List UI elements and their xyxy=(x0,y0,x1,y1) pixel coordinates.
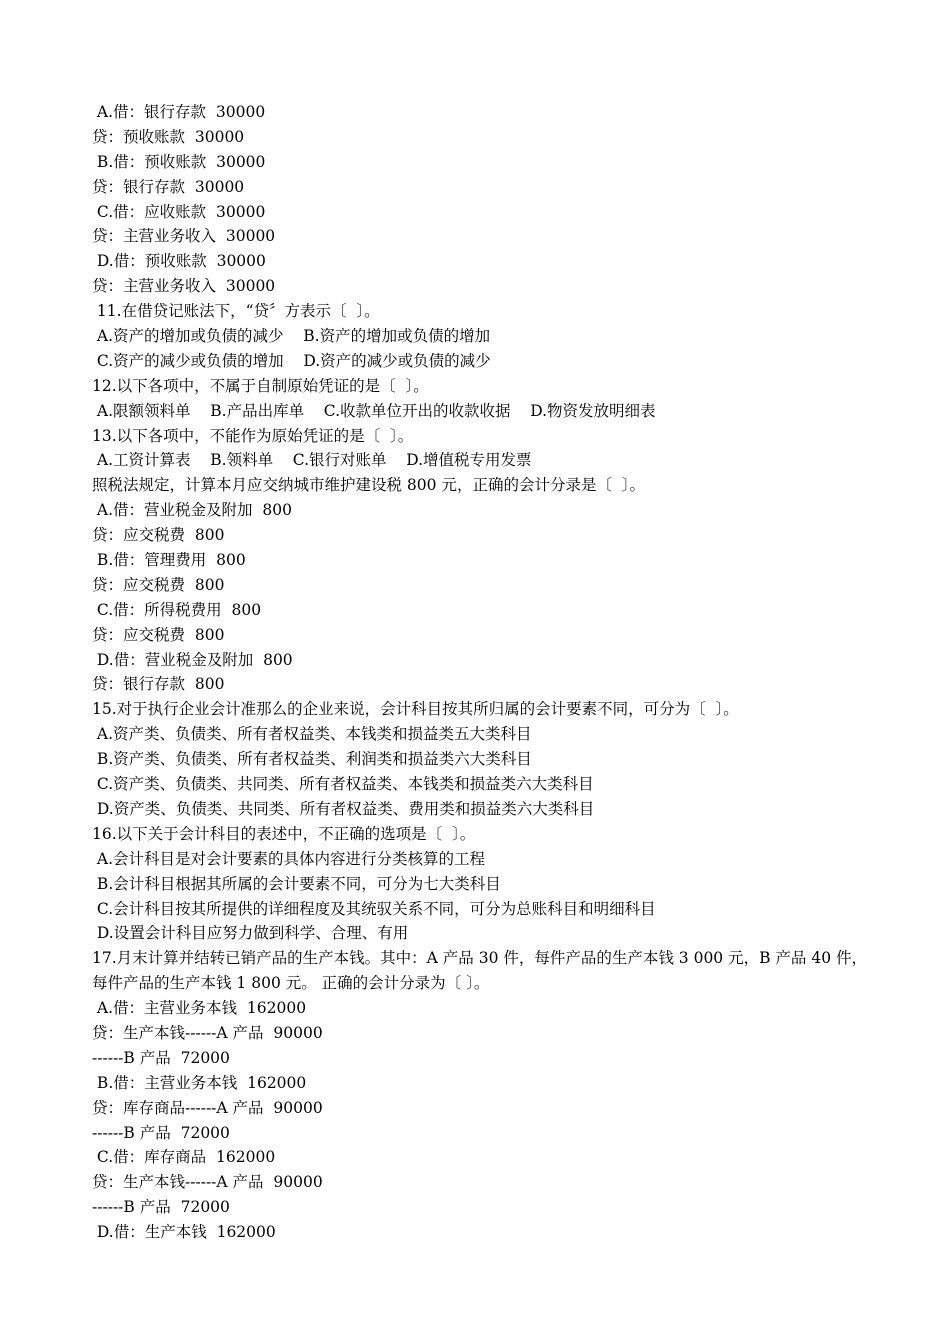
text-line: 贷：应交税费 800 xyxy=(92,526,225,545)
question-13: 13.以下各项中，不能作为原始凭证的是〔 〕。 xyxy=(92,426,414,445)
text-line: D.资产类、负债类、共同类、所有者权益类、费用类和损益类六大类科目 xyxy=(92,799,595,818)
text-line: ------B 产品 72000 xyxy=(92,1123,230,1142)
question-11: 11.在借贷记账法下，“贷〞方表示〔 〕。 xyxy=(92,302,380,321)
text-line: C.借：所得税费用 800 xyxy=(92,600,262,619)
text-line: B.借：管理费用 800 xyxy=(92,551,246,570)
text-line: C.会计科目按其所提供的详细程度及其统驭关系不同，可分为总账科目和明细科目 xyxy=(92,899,656,918)
document-body xyxy=(92,100,867,1245)
text-line: D.借：生产本钱 162000 xyxy=(92,1223,276,1242)
text-line: D.借：预收账款 30000 xyxy=(92,252,266,271)
text-line: A.资产类、负债类、所有者权益类、本钱类和损益类五大类科目 xyxy=(92,725,532,744)
text-line: A.借：营业税金及附加 800 xyxy=(92,501,292,520)
text-line: C.资产类、负债类、共同类、所有者权益类、本钱类和损益类六大类科目 xyxy=(92,775,594,794)
text-line: A.工资计算表 B.领料单 C.银行对账单 D.增值税专用发票 xyxy=(92,451,532,470)
text-line: ------B 产品 72000 xyxy=(92,1048,230,1067)
question-14: 照税法规定，计算本月应交纳城市维护建设税 800 元，正确的会计分录是〔 〕。 xyxy=(92,476,646,495)
question-15: 15.对于执行企业会计准那么的企业来说，会计科目按其所归属的会计要素不同，可分为〔 〕。 xyxy=(92,700,739,719)
text-line: 贷：银行存款 30000 xyxy=(92,177,245,196)
text-line: 贷：生产本钱------A 产品 90000 xyxy=(92,1023,323,1042)
text-line: B.借：预收账款 30000 xyxy=(92,152,266,171)
text-line: B.资产类、负债类、所有者权益类、利润类和损益类六大类科目 xyxy=(92,750,532,769)
text-line: C.资产的减少或负债的增加 D.资产的减少或负债的减少 xyxy=(92,351,491,370)
text-line: 贷：主营业务收入 30000 xyxy=(92,277,276,296)
text-line: A.借：银行存款 30000 xyxy=(92,103,266,121)
text-line: A.资产的增加或负债的减少 B.资产的增加或负债的增加 xyxy=(92,327,491,346)
text-line: 贷：主营业务收入 30000 xyxy=(92,227,276,246)
question-17: 17.月末计算并结转已销产品的生产本钱。其中：A 产品 30 件，每件产品的生产本钱 3 000 元，B 产品 40 件，每件产品的生产本钱 1 800 元。 正确的会计分录为〔 〕。 xyxy=(92,949,867,993)
text-line: 贷：银行存款 800 xyxy=(92,675,225,694)
text-line: B.借：主营业务本钱 162000 xyxy=(92,1073,307,1092)
text-line: A.会计科目是对会计要素的具体内容进行分类核算的工程 xyxy=(92,849,486,868)
text-line: C.借：库存商品 162000 xyxy=(92,1148,276,1167)
text-line: 贷：预收账款 30000 xyxy=(92,127,245,146)
question-12: 12.以下各项中，不属于自制原始凭证的是〔 〕。 xyxy=(92,376,429,395)
question-16: 16.以下关于会计科目的表述中，不正确的选项是〔 〕。 xyxy=(92,824,476,843)
text-line: ------B 产品 72000 xyxy=(92,1198,230,1217)
text-line: D.设置会计科目应努力做到科学、合理、有用 xyxy=(92,924,409,943)
text-line: A.限额领料单 B.产品出库单 C.收款单位开出的收款收据 D.物资发放明细表 xyxy=(92,401,656,420)
text-line: 贷：应交税费 800 xyxy=(92,575,225,594)
text-line: A.借：主营业务本钱 162000 xyxy=(92,999,307,1018)
text-line: D.借：营业税金及附加 800 xyxy=(92,650,293,669)
text-line: 贷：生产本钱------A 产品 90000 xyxy=(92,1173,323,1192)
text-line: B.会计科目根据其所属的会计要素不同，可分为七大类科目 xyxy=(92,874,501,893)
text-line: C.借：应收账款 30000 xyxy=(92,202,266,221)
text-line: 贷：库存商品------A 产品 90000 xyxy=(92,1098,323,1117)
text-line: 贷：应交税费 800 xyxy=(92,625,225,644)
